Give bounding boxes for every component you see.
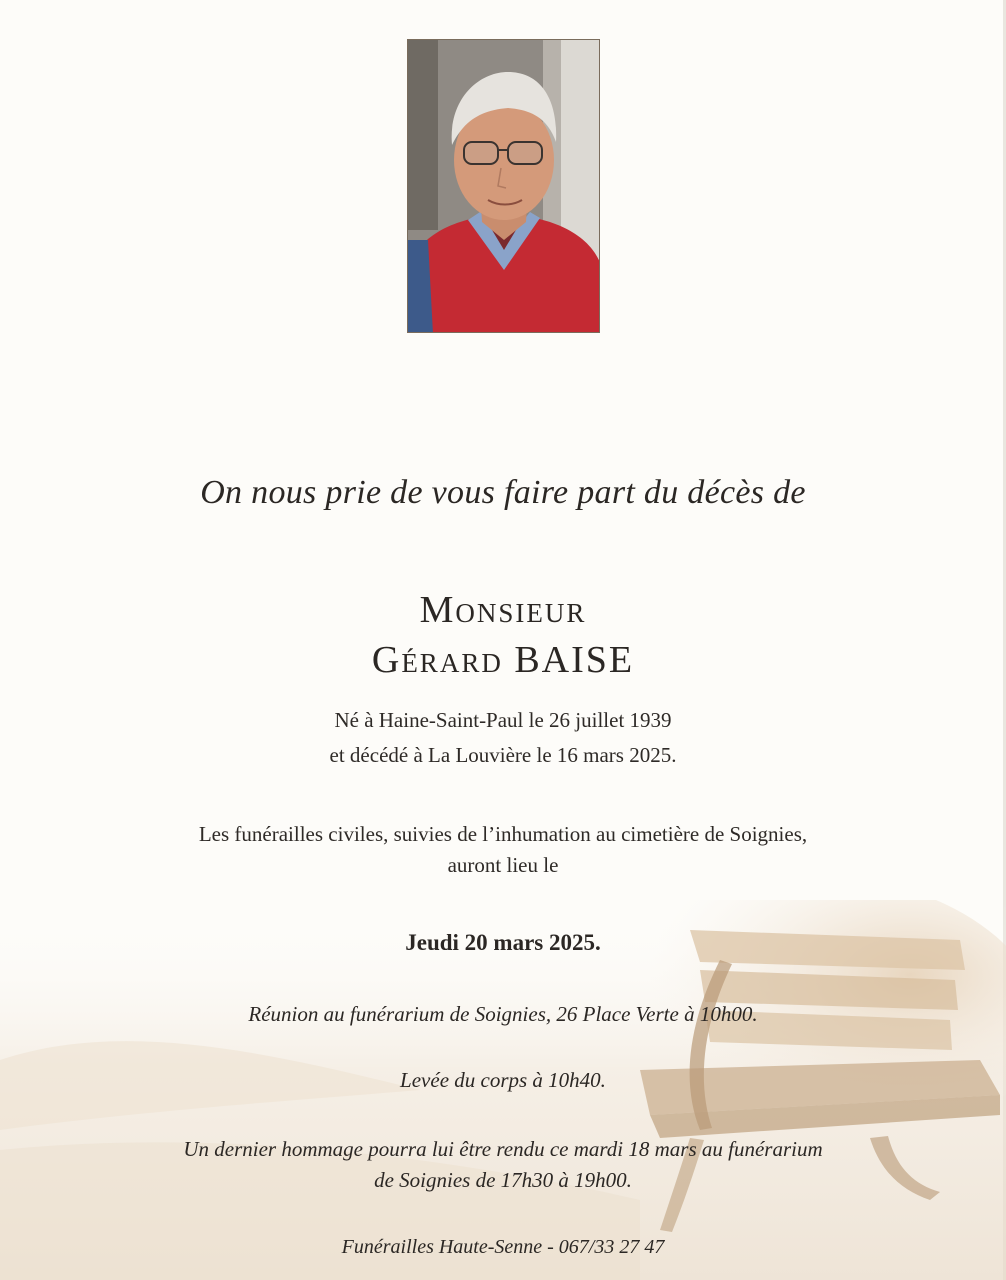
portrait-photo bbox=[407, 39, 600, 333]
levee-info: Levée du corps à 10h40. bbox=[400, 1068, 606, 1092]
homage-info-line2: de Soignies de 17h30 à 19h00. bbox=[374, 1168, 632, 1192]
funeral-home-contact: Funérailles Haute-Senne - 067/33 27 47 bbox=[341, 1236, 665, 1258]
deceased-name: Gérard BAISE bbox=[371, 639, 635, 681]
funeral-text-line2: auront lieu le bbox=[447, 853, 559, 877]
intro-text: On nous prie de vous faire part du décès de bbox=[200, 474, 806, 511]
funeral-text-line1: Les funérailles civiles, suivies de l’inhumation au cimetière de Soignies, bbox=[198, 822, 808, 846]
birth-info: Né à Haine-Saint-Paul le 26 juillet 1939 bbox=[334, 708, 672, 732]
title-monsieur: Monsieur bbox=[419, 589, 587, 631]
death-info: et décédé à La Louvière le 16 mars 2025. bbox=[329, 743, 677, 767]
homage-info-line1: Un dernier hommage pourra lui être rendu ce mardi 18 mars au funérarium bbox=[183, 1137, 823, 1161]
funeral-date: Jeudi 20 mars 2025. bbox=[405, 930, 601, 955]
meeting-info: Réunion au funérarium de Soignies, 26 Place Verte à 10h00. bbox=[248, 1002, 758, 1026]
